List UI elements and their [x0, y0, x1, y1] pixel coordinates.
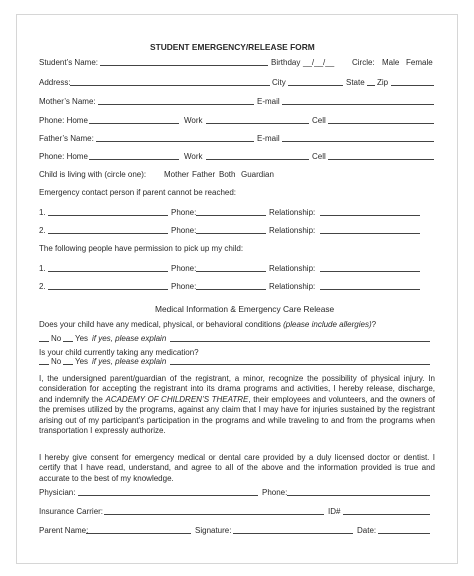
q1-no-option: No: [51, 334, 62, 343]
city-line[interactable]: [288, 85, 343, 86]
state-label: State: [346, 78, 365, 87]
physician-phone-line[interactable]: [287, 495, 430, 496]
consent-paragraph: I hereby give consent for emergency medical or dental care provided by a duly licensed doctor or dentist. I certify that I have read, understand, and agree to all of the above and the information provided is true and accurate to the best of my knowledge.: [39, 453, 435, 483]
pickup-1-number: 1.: [39, 264, 46, 273]
emergency-1-name-line[interactable]: [48, 215, 168, 216]
circle-label: Circle:: [352, 58, 375, 67]
q1-yes-option: Yes: [75, 334, 89, 343]
q2-yes-blank[interactable]: [63, 364, 73, 365]
address-label: Address:: [39, 78, 71, 87]
emergency-2-number: 2.: [39, 226, 46, 235]
student-name-label: Student’s Name:: [39, 58, 98, 67]
father-phone-home-label: Phone: Home: [39, 152, 88, 161]
q2-explain-label: if yes, please explain: [92, 357, 167, 366]
father-phone-home-line[interactable]: [89, 159, 179, 160]
mother-email-line[interactable]: [282, 104, 434, 105]
insurance-carrier-label: Insurance Carrier:: [39, 507, 104, 516]
signature-line[interactable]: [233, 533, 353, 534]
physician-line[interactable]: [78, 495, 258, 496]
emergency-1-relationship-line[interactable]: [320, 215, 420, 216]
date-label: Date:: [357, 526, 377, 535]
q1-explain-label: if yes, please explain: [92, 334, 167, 343]
state-line[interactable]: [367, 85, 375, 86]
birthday-date[interactable]: __/__/__: [303, 58, 335, 67]
living-mother-option[interactable]: Mother: [164, 170, 189, 179]
emergency-2-name-line[interactable]: [48, 233, 168, 234]
allergies-note: (please include allergies): [283, 320, 372, 329]
q2-explain-line[interactable]: [170, 364, 430, 365]
emergency-2-phone-label: Phone:: [171, 226, 197, 235]
emergency-1-phone-label: Phone:: [171, 208, 197, 217]
emergency-1-relationship-label: Relationship:: [269, 208, 316, 217]
pickup-1-phone-line[interactable]: [196, 271, 266, 272]
father-cell-line[interactable]: [328, 159, 434, 160]
living-father-option[interactable]: Father: [192, 170, 216, 179]
emergency-2-relationship-line[interactable]: [320, 233, 420, 234]
pickup-1-phone-label: Phone:: [171, 264, 197, 273]
pickup-1-relationship-line[interactable]: [320, 271, 420, 272]
insurance-carrier-line[interactable]: [104, 514, 324, 515]
mother-email-label: E-mail: [257, 97, 280, 106]
emergency-contact-label: Emergency contact person if parent cannot be reached:: [39, 188, 237, 197]
pickup-2-name-line[interactable]: [48, 289, 168, 290]
father-email-label: E-mail: [257, 134, 280, 143]
medical-section-title: Medical Information & Emergency Care Release: [155, 304, 335, 314]
pickup-1-relationship-label: Relationship:: [269, 264, 316, 273]
pickup-2-phone-label: Phone:: [171, 282, 197, 291]
mother-work-label: Work: [184, 116, 203, 125]
male-option[interactable]: Male: [382, 58, 400, 67]
father-work-line[interactable]: [206, 159, 309, 160]
emergency-1-phone-line[interactable]: [196, 215, 266, 216]
physician-label: Physician:: [39, 488, 76, 497]
q1-no-blank[interactable]: [39, 341, 49, 342]
zip-line[interactable]: [391, 85, 434, 86]
insurance-id-label: ID#: [328, 507, 341, 516]
signature-label: Signature:: [195, 526, 232, 535]
form-title: STUDENT EMERGENCY/RELEASE FORM: [150, 42, 315, 52]
mother-name-line[interactable]: [98, 104, 254, 105]
q2-no-blank[interactable]: [39, 364, 49, 365]
mother-name-label: Mother’s Name:: [39, 97, 96, 106]
mother-work-line[interactable]: [206, 123, 309, 124]
organization-name: ACADEMY OF CHILDREN’S THEATRE: [105, 394, 249, 404]
physician-phone-label: Phone:: [262, 488, 288, 497]
birthday-label: Birthday: [271, 58, 301, 67]
father-name-line[interactable]: [96, 141, 254, 142]
question-mark: ?: [371, 320, 377, 329]
father-work-label: Work: [184, 152, 203, 161]
living-both-option[interactable]: Both: [219, 170, 236, 179]
mother-phone-home-line[interactable]: [89, 123, 179, 124]
female-option[interactable]: Female: [406, 58, 433, 67]
q1-yes-blank[interactable]: [63, 341, 73, 342]
q1-explain-line[interactable]: [170, 341, 430, 342]
father-cell-label: Cell: [312, 152, 326, 161]
release-text-start: I, the undersigned parent/guardian of the registrant, a minor, recognize the possibility of physical injury. In consideration for accepting the registrant into its drama programs and activities, I hereby release, discharge, and indemnify the: [39, 374, 435, 404]
pickup-1-name-line[interactable]: [48, 271, 168, 272]
mother-phone-home-label: Phone: Home: [39, 116, 88, 125]
emergency-2-relationship-label: Relationship:: [269, 226, 316, 235]
zip-label: Zip: [377, 78, 389, 87]
pickup-2-number: 2.: [39, 282, 46, 291]
q2-no-option: No: [51, 357, 62, 366]
emergency-1-number: 1.: [39, 208, 46, 217]
city-label: City: [272, 78, 286, 87]
parent-name-line[interactable]: [86, 533, 191, 534]
mother-cell-line[interactable]: [328, 123, 434, 124]
father-email-line[interactable]: [282, 141, 434, 142]
pickup-permission-label: The following people have permission to pick up my child:: [39, 244, 244, 253]
date-line[interactable]: [378, 533, 430, 534]
living-guardian-option[interactable]: Guardian: [241, 170, 274, 179]
parent-name-label: Parent Name:: [39, 526, 89, 535]
father-name-label: Father’s Name:: [39, 134, 94, 143]
medication-question: Is your child currently taking any medication?: [39, 348, 199, 357]
pickup-2-relationship-line[interactable]: [320, 289, 420, 290]
student-name-line[interactable]: [100, 65, 268, 66]
pickup-2-phone-line[interactable]: [196, 289, 266, 290]
medical-conditions-question: [39, 320, 376, 330]
release-text-end: , their employees and volunteers, and the owners of the premises utilized by the programs, against any claim that I may have for injuries sustained by the registrant arising out of my participant’s participation in the programs and while traveling to and from the programs when transportation I expressly authorize.: [39, 394, 435, 436]
insurance-id-line[interactable]: [343, 514, 430, 515]
address-line[interactable]: [70, 85, 270, 86]
release-paragraph: [39, 374, 435, 436]
pickup-2-relationship-label: Relationship:: [269, 282, 316, 291]
emergency-2-phone-line[interactable]: [196, 233, 266, 234]
medical-conditions-text: Does your child have any medical, physical, or behavioral conditions: [39, 320, 281, 329]
q2-yes-option: Yes: [75, 357, 89, 366]
mother-cell-label: Cell: [312, 116, 326, 125]
living-with-label: Child is living with (circle one):: [39, 170, 147, 179]
